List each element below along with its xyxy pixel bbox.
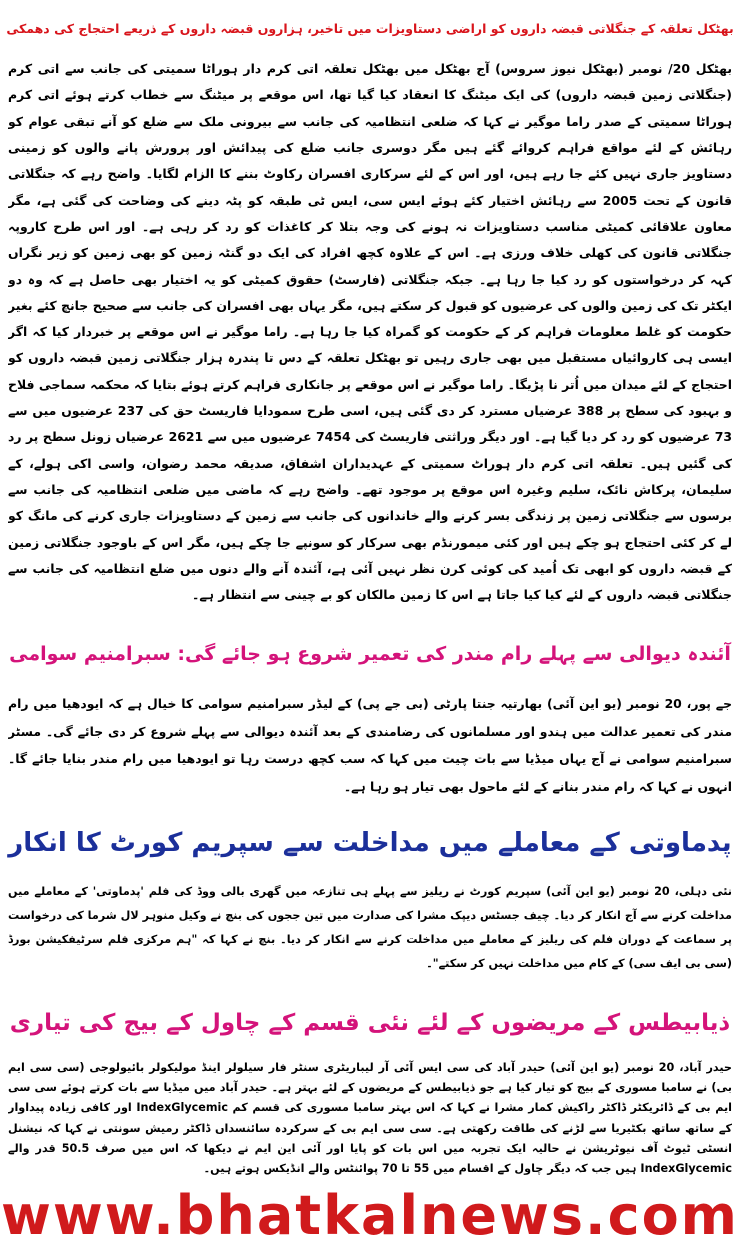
story1-body: بھٹکل 20/ نومبر (بھٹکل نیوز سروس) آج بھٹکل میں بھٹکل تعلقہ اتی کرم دار ہوراٹا سمیتی کی جانب سے اتی کرم (جنگلاتی زمین قبضہ داروں) کی ایک میٹنگ کا انعقاد کیا گیا تھا، اس موقعے پر میٹنگ سے خطاب کرتے ہوئے اتی کرم ہوراٹا سمیتی کے صدر راما موگیر نے کہا کہ ضلعی انتظامیہ کی جانب سے بیرونی ملک سے ضلع کو آنے تبقی عوام کو رہائش کے لئے مواقع فراہم کروائے گئے ہیں مگر دوسری جانب ضلع کی پیدائش اور پرورش پانے والوں کو زمینی دستاویز جاری نہیں کئے جا رہے ہیں، اور اس کے لئے سرکاری افسران رکاوٹ بننے کا الزام لگایا۔ واضح رہے کہ جنگلاتی قانون کے تحت 2005 سے رہائش اختیار کئے ہوئے ایس سی، ایس ٹی طبقہ کو پٹہ دینے کی وضاحت کی گئی ہے، مگر معاون علاقائی کمیٹی مناسب دستاویزات نہ ہونے کی وجہ بتلا کر کاغذات کو رد کر رہی ہے۔ اور اس طرح کاروپہ جنگلاتی قانون کی کھلی خلاف ورزی ہے۔ اس کے علاوہ کچھ افراد کی ایک دو گنٹہ زمین کو بھی زمین کو زیر نگراں کہہ کر درخواستوں کو رد کیا جا رہا ہے۔ جبکہ جنگلاتی (فارسٹ) حقوق کمیٹی کو یہ اختیار بھی حاصل ہے کہ وہ دو ایکٹر تک کی زمین والوں کی عرضیوں کو قبول کر سکتے ہیں، مگر یہاں بھی افسران کی جانب سے صحیح جانچ کئے بغیر حکومت کو غلط معلومات فراہم کر کے حکومت کو گمراہ کیا جا رہا ہے۔ راما موگیر نے اس موقعے پر خبردار کیا کہ اگر ایسی ہی کاروائیاں مستقبل میں بھی جاری رہیں تو بھٹکل تعلقہ کے دس تا پندرہ ہزار جنگلاتی زمین قبضہ داروں کو احتجاج کے لئے میدان میں اُتر نا پڑیگا۔ راما موگیر نے اس موقعے پر جانکاری فراہم کرتے ہوئے بتایا کہ محکمہ سماجی فلاح و بہبود کی سطح پر 388 عرضیاں مسترد کر دی گئی ہیں، اسی طرح سمودایا فاریسٹ حق کی 237 عرضیوں میں سے 73 عرضیوں کو رد کر دیا گیا ہے۔ اور دیگر وراثتی فاریسٹ کی 7454 عرضیوں میں سے 2621 عرضیاں زونل سطح پر رد کی گئیں ہیں۔ تعلقہ اتی کرم دار ہوراٹ سمیتی کے عہدیداران اشفاق، صدیقہ محمد رضوان، واسی اکی ہولے، کے سلیمان، پرکاش نائک، سلیم وغیرہ اس موقع پر موجود تھے۔ واضح رہے کہ ماضی میں ضلعی انتظامیہ کی جانب سے برسوں سے جنگلاتی زمین پر زندگی بسر کرنے والے خاندانوں کی جانب سے زمین کے دستاویزات جاری کرنے کی مانگ کو لے کر کئی احتجاج ہو چکے ہیں اور کئی میمورنڈم بھی سرکار کو سونپے جا چکے ہیں، مگر اس کے باوجود جنگلاتی زمین کے قبضہ داروں کو ابھی تک اُمید کی کوئی کرن نظر نہیں آئی ہے، آئندہ آنے والے دنوں میں ضلع انتظامیہ کی جانب سے جنگلاتی قبضہ داروں کے لئے کیا کیا جاتا ہے اس کا زمین مالکان کو بے چینی سے انتظار ہے۔ xyxy=(8,61,732,603)
story2-headline: آئندہ دیوالی سے پہلے رام مندر کی تعمیر شروع ہو جائے گی: سبرامنیم سوامی xyxy=(9,643,731,665)
story4-headline: ذیابیطس کے مریضوں کے لئے نئی قسم کے چاول کے بیج کی تیاری xyxy=(9,1010,731,1036)
website-url-footer: www.bhatkalnews.com xyxy=(1,1184,739,1247)
story3-body: نئی دہلی، 20 نومبر (یو این آئی) سپریم کورٹ نے ریلیز سے پہلے ہی تنازعہ میں گھری بالی ووڈ کی فلم 'پدماوتی' کے معاملے میں مداخلت کرنے سے آج انکار کر دیا۔ چیف جسٹس دیپک مشرا کی صدارت میں تین ججوں کی بنچ نے وکیل منوہر لال شرما کی درخواست پر سماعت کے دوران فلم کی ریلیز کے معاملے میں مداخلت کرنے سے انکار کر دیا۔ بنچ نے کہا کہ "ہم مرکزی فلم سرٹیفکیشن بورڈ (سی بی ایف سی) کے کام میں مداخلت نہیں کر سکتے"۔ xyxy=(8,885,732,970)
story4-body: حیدر آباد، 20 نومبر (یو این آئی) حیدر آباد کی سی ایس آئی آر لیباریٹری سنٹر فار سیلولر اینڈ مولیکولر بائیولوجی (سی سی ایم بی) نے سامبا مسوری کے بیج کو تیار کیا ہے جو ذیابیطس کے مریضوں کے لئے بہتر ہے۔ حیدر آباد میں میڈیا سے بات کرتے ہوئے سی سی ایم بی کے ڈائریکٹر ڈاکٹر راکیش کمار مشرا نے کہا کہ اس بہتر سامبا مسوری کی قسم کم IndexGlycemic اور کافی زیادہ پیداوار کے ساتھ ساتھ بکٹیریا سے لڑنے کی طاقت رکھتی ہے۔ سی سی ایم بی کے سرکردہ سائنسداں ڈاکٹر رمیش سونتی نے کہا کہ نیشنل انسٹی ٹیوٹ آف نیوٹریشن نے حالیہ ایک تجربہ میں اس بات کو پایا اور آئی این ایم نے دیکھا کہ اس میں صرف 50.5 قدر والے IndexGlycemic ہیں جب کہ دیگر چاول کے اقسام میں 55 تا 70 پوائنٹس والے انڈیکس ہوتے ہیں۔ xyxy=(8,1061,732,1176)
story2-body: جے پور، 20 نومبر (یو این آئی) بھارتیہ جنتا پارٹی (بی جے پی) کے لیڈر سبرامنیم سوامی کا خیال ہے کہ ایودھیا میں رام مندر کی تعمیر عدالت میں ہندو اور مسلمانوں کی رضامندی کے بعد آئندہ دیوالی سے پہلے شروع کر دی جائے گی۔ مسٹر سبرامنیم سوامی نے آج یہاں میڈیا سے بات چیت میں کہا کہ سب کچھ درست رہا تو ایودھیا میں رام مندر بنایا جائے گا۔ انہوں نے کہا کہ رام مندر بنانے کے لئے ماحول بھی تیار ہو رہا ہے۔ xyxy=(8,696,732,794)
story1-headline: بھٹکل تعلقہ کے جنگلاتی قبضہ داروں کو اراضی دستاویزات میں تاخیر، ہزاروں قبضہ داروں کے ذریعے احتجاج کی دھمکی xyxy=(6,21,734,36)
story3-headline: پدماوتی کے معاملے میں مداخلت سے سپریم کورٹ کا انکار xyxy=(8,828,732,858)
